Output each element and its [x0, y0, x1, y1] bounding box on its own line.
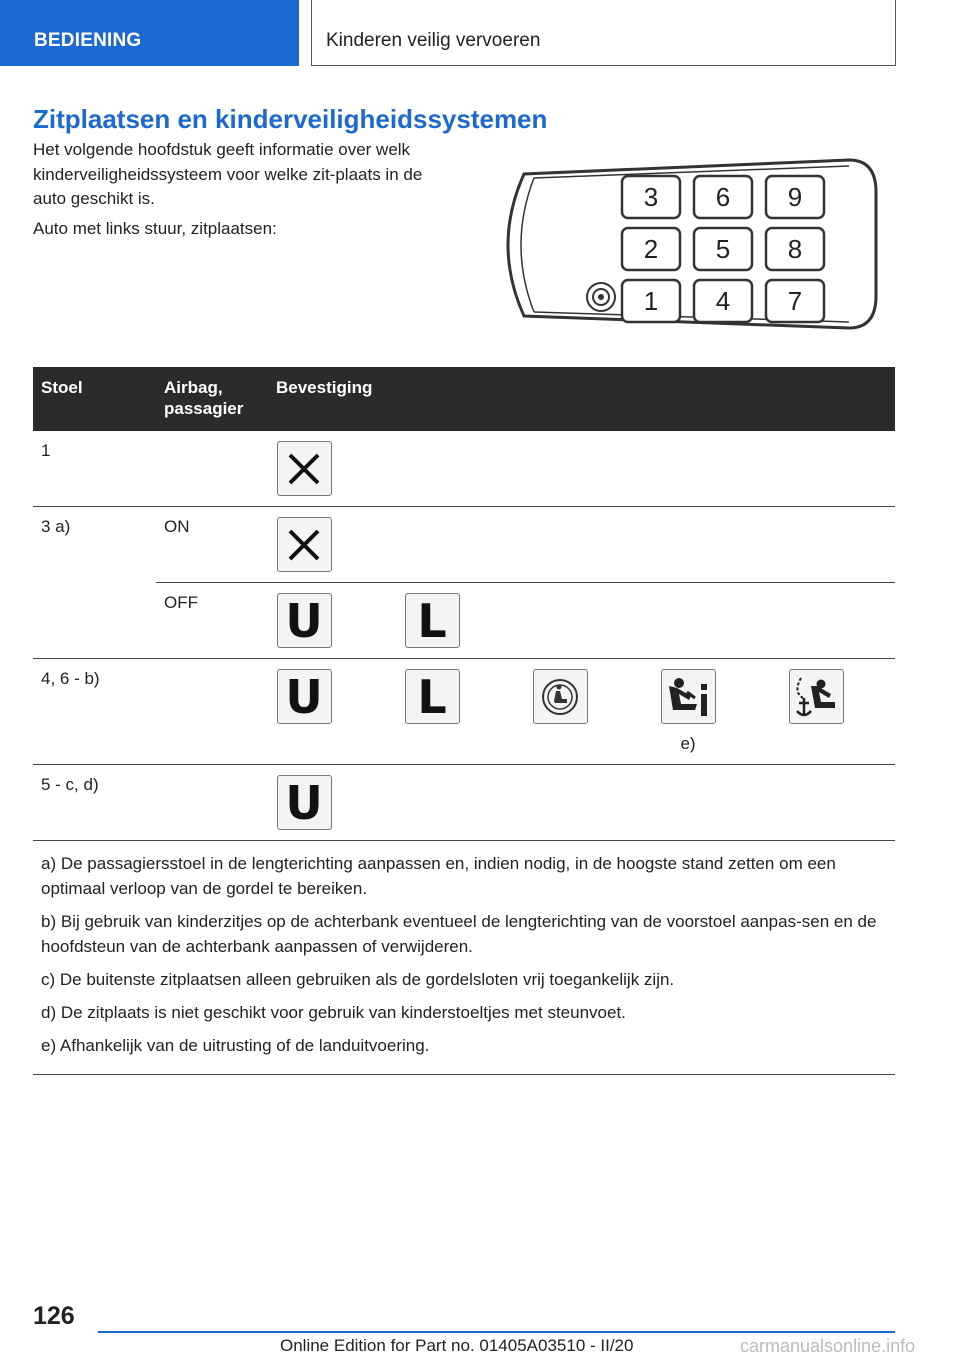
svg-text:7: 7 — [787, 286, 803, 316]
svg-text:2: 2 — [643, 234, 659, 264]
svg-text:8: 8 — [787, 234, 803, 264]
seat-note: e) — [680, 734, 696, 753]
table-header-row — [33, 367, 895, 431]
table-row — [33, 431, 895, 507]
footnote: e) Afhankelijk van de uitrusting of de landuitvoering. — [41, 1036, 430, 1055]
footnote: d) De zitplaats is niet geschikt voor gebruik van kinderstoeltjes met steunvoet. — [41, 1003, 626, 1022]
seat-position-3 — [622, 176, 680, 218]
footnote: a) De passagiersstoel in de lengterichting aanpassen en, indien nodig, in de hoogste stand zetten om een optimaal verloop van de gordel te bereiken. — [41, 854, 836, 898]
mounting-icons — [268, 659, 895, 765]
seat-value: 1 — [33, 431, 156, 507]
table-row — [33, 659, 895, 765]
isofix-seat-icon — [533, 669, 588, 724]
seat-position-5 — [694, 228, 752, 270]
footer-divider — [98, 1331, 895, 1333]
page-title: Zitplaatsen en kinderveiligheidssystemen — [33, 104, 548, 134]
airbag-value: OFF — [156, 583, 268, 659]
svg-text:5: 5 — [715, 234, 731, 264]
seat-position-7 — [766, 280, 824, 322]
universal-u-icon: U — [277, 593, 332, 648]
svg-text:6: 6 — [715, 182, 731, 212]
seat-position-8 — [766, 228, 824, 270]
col-header-mounting: Bevestiging — [268, 367, 895, 431]
seat-position-9 — [766, 176, 824, 218]
airbag-value — [156, 431, 268, 507]
section-tab — [0, 0, 299, 66]
mounting-icons — [268, 765, 895, 841]
footnote: c) De buitenste zitplaatsen alleen gebruiken als de gordelsloten vrij toegankelijk zijn. — [41, 970, 675, 989]
watermark: carmanualsonline.info — [740, 1336, 916, 1356]
chapter-tab — [311, 0, 896, 66]
mounting-icons — [268, 507, 895, 583]
intro-text: Het volgende hoofdstuk geeft informatie over welk kinderveiligheidssysteem voor welke zit-plaats in de auto geschikt is. — [33, 140, 423, 208]
universal-u-icon: U — [277, 775, 332, 830]
airbag-value — [156, 659, 268, 765]
mounting-icons — [268, 431, 895, 507]
anchor-child-seat-icon — [789, 669, 844, 724]
seat-map-diagram — [504, 156, 878, 334]
table-row — [33, 507, 895, 583]
airbag-value — [156, 765, 268, 841]
not-allowed-icon — [277, 441, 332, 496]
seat-position-4 — [694, 280, 752, 322]
semi-universal-l-icon: L — [405, 593, 460, 648]
svg-text:9: 9 — [787, 182, 803, 212]
table-row — [33, 765, 895, 841]
col-header-seat: Stoel — [33, 367, 156, 431]
seat-position-1 — [622, 280, 680, 322]
svg-text:4: 4 — [715, 286, 731, 316]
footnotes — [33, 840, 895, 1075]
intro-seats-text: Auto met links stuur, zitplaatsen: — [33, 219, 277, 238]
not-allowed-icon — [277, 517, 332, 572]
universal-u-icon: U — [277, 669, 332, 724]
child-seat-info-icon — [661, 669, 716, 724]
footer-edition: Online Edition for Part no. 01405A03510 - II/20 — [280, 1336, 634, 1355]
footnote: b) Bij gebruik van kinderzitjes op de achterbank eventueel de lengterichting van de voorstoel aanpas-sen en de hoofdsteun van de achterbank aanpassen of verwijderen. — [41, 912, 877, 956]
seat-table — [33, 367, 895, 841]
chapter-label: Kinderen veilig vervoeren — [326, 30, 541, 51]
mounting-icons — [268, 583, 895, 659]
seat-value: 5 - c, d) — [33, 765, 156, 841]
seat-value: 4, 6 - b) — [33, 659, 156, 765]
seat-position-2 — [622, 228, 680, 270]
semi-universal-l-icon: L — [405, 669, 460, 724]
airbag-value: ON — [156, 507, 268, 583]
seat-position-6 — [694, 176, 752, 218]
svg-text:1: 1 — [643, 286, 659, 316]
section-label: BEDIENING — [34, 30, 142, 51]
seat-value: 3 a) — [33, 507, 156, 659]
page-number: 126 — [33, 1302, 75, 1330]
table-row — [33, 583, 895, 659]
col-header-airbag: Airbag, passagier — [156, 367, 268, 431]
svg-text:3: 3 — [643, 182, 659, 212]
